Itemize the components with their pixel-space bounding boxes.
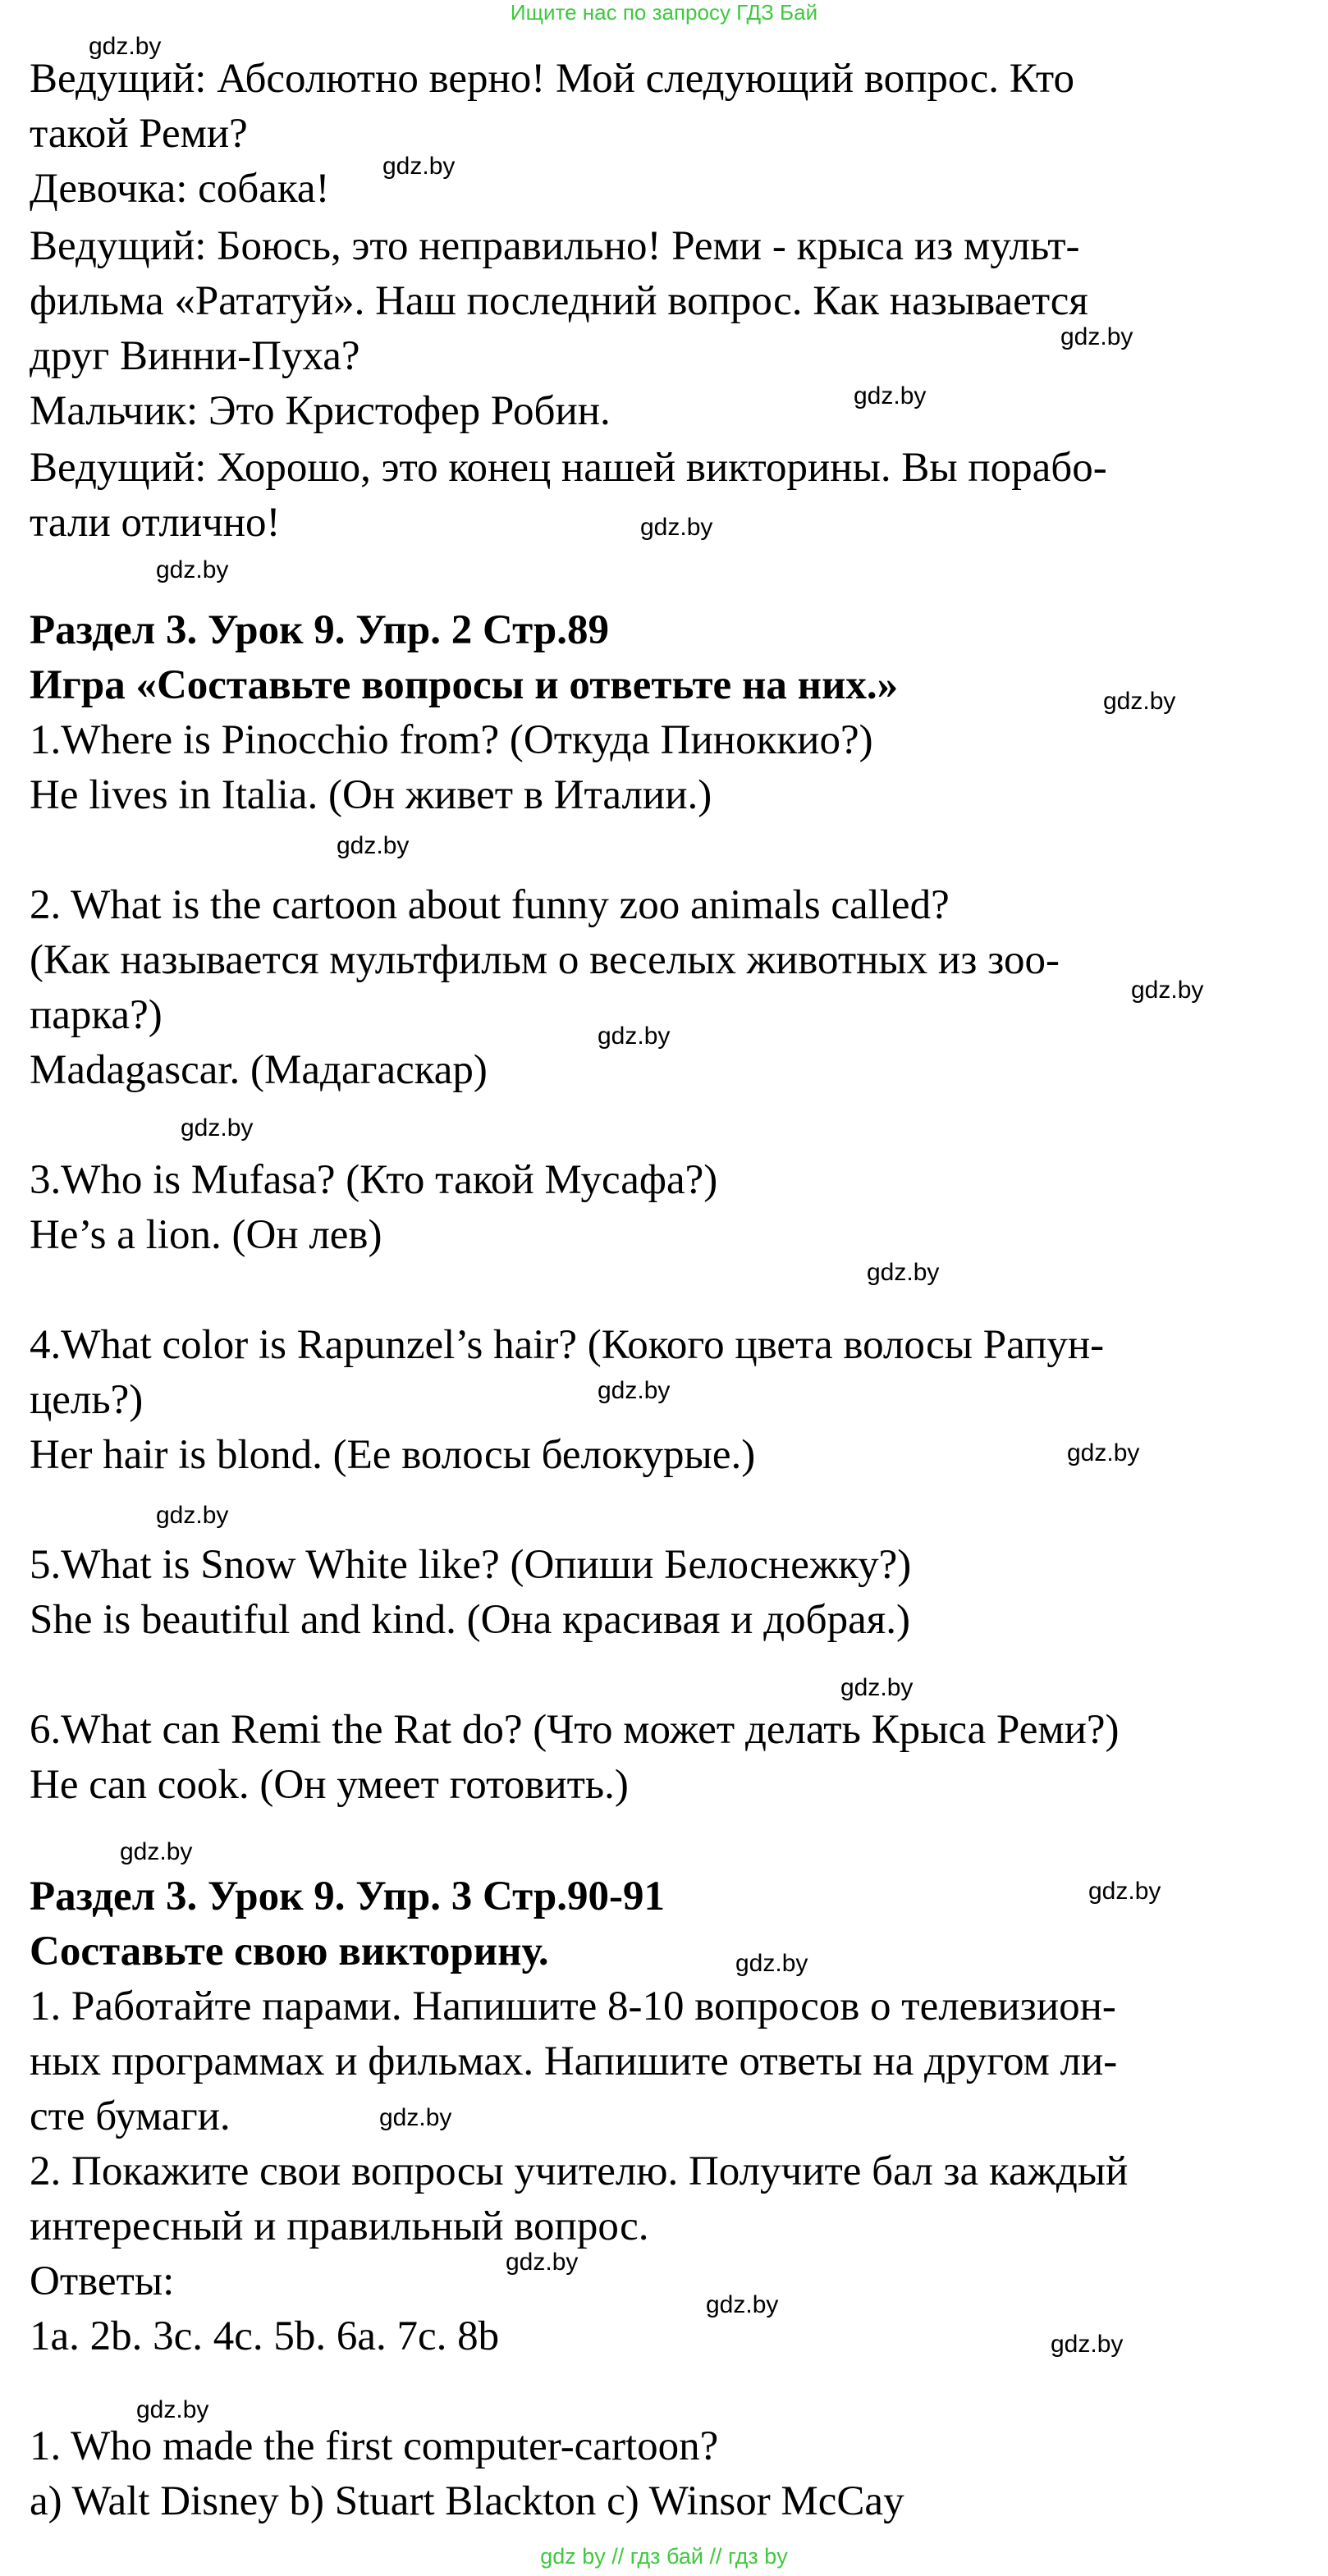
question-line: 4.What color is Rapunzel’s hair? (Кокого цвета волосы Рапун- <box>30 1322 1105 1368</box>
watermark: gdz.by <box>1088 1878 1161 1905</box>
watermark: gdz.by <box>706 2291 779 2318</box>
text-line: 1. Работайте парами. Напишите 8-10 вопросов о телевизион- <box>30 1983 1116 2029</box>
section-heading: Раздел 3. Урок 9. Упр. 3 Стр.90-91 <box>30 1874 665 1919</box>
watermark: gdz.by <box>156 1502 229 1529</box>
answer-line: Madagascar. (Мадагаскар) <box>30 1047 488 1093</box>
watermark: gdz.by <box>598 1023 671 1050</box>
watermark: gdz.by <box>337 832 410 859</box>
watermark: gdz.by <box>181 1114 254 1142</box>
text-line: такой Реми? <box>30 111 248 157</box>
watermark: gdz.by <box>640 514 713 541</box>
watermark: gdz.by <box>867 1259 940 1286</box>
watermark: gdz.by <box>854 382 927 410</box>
watermark: gdz.by <box>136 2396 209 2423</box>
watermark: gdz.by <box>1067 1439 1140 1466</box>
answer-line: Her hair is blond. (Ее волосы белокурые.) <box>30 1432 756 1478</box>
question-line: 6.What can Remi the Rat do? (Что может делать Крыса Реми?) <box>30 1707 1120 1753</box>
options-line: a) Walt Disney b) Stuart Blackton c) Winsor McCay <box>30 2478 904 2524</box>
watermark: gdz.by <box>1060 323 1133 350</box>
watermark: gdz.by <box>156 556 229 583</box>
text-line: сте бумаги. <box>30 2093 231 2139</box>
watermark: gdz.by <box>506 2249 579 2276</box>
answer-line: He lives in Italia. (Он живет в Италии.) <box>30 772 712 818</box>
watermark: gdz.by <box>120 1838 193 1865</box>
watermark: gdz.by <box>598 1377 671 1404</box>
section-subheading: Составьте свою викторину. <box>30 1929 549 1974</box>
question-line: парка?) <box>30 992 163 1038</box>
answers-label: Ответы: <box>30 2258 175 2304</box>
text-line: ных программах и фильмах. Напишите ответы на другом ли- <box>30 2038 1118 2084</box>
text-line: интересный и правильный вопрос. <box>30 2203 649 2249</box>
answer-line: He’s a lion. (Он лев) <box>30 1212 382 1258</box>
text-line: Ведущий: Абсолютно верно! Мой следующий вопрос. Кто <box>30 56 1074 102</box>
watermark: gdz.by <box>379 2104 452 2131</box>
answer-line: He can cook. (Он умеет готовить.) <box>30 1762 629 1808</box>
watermark: gdz.by <box>735 1950 808 1977</box>
text-line: тали отлично! <box>30 500 281 546</box>
watermark: gdz.by <box>1131 977 1204 1004</box>
question-line: цель?) <box>30 1377 144 1423</box>
question-line: 3.Who is Mufasa? (Кто такой Мусафа?) <box>30 1157 718 1203</box>
question-line: (Как называется мультфильм о веселых животных из зоо- <box>30 937 1060 983</box>
watermark: gdz.by <box>89 33 162 60</box>
watermark: gdz.by <box>1103 688 1176 715</box>
text-line: Ведущий: Хорошо, это конец нашей викторины. Вы порабо- <box>30 445 1107 491</box>
text-line: Мальчик: Это Кристофер Робин. <box>30 388 611 434</box>
top-banner[interactable]: Ищите нас по запросу ГДЗ Бай <box>510 0 818 25</box>
text-line: друг Винни-Пуха? <box>30 333 360 379</box>
question-line: 1.Where is Pinocchio from? (Откуда Пиноккио?) <box>30 717 873 763</box>
text-line: 2. Покажите свои вопросы учителю. Получите бал за каждый <box>30 2148 1129 2194</box>
question-line: 1. Who made the first computer-cartoon? <box>30 2423 719 2469</box>
text-line: фильма «Рататуй». Наш последний вопрос. Как называется <box>30 278 1088 324</box>
answer-line: She is beautiful and kind. (Она красивая и добрая.) <box>30 1597 910 1643</box>
answers-key: 1a. 2b. 3c. 4c. 5b. 6a. 7c. 8b <box>30 2313 500 2359</box>
text-line: Ведущий: Боюсь, это неправильно! Реми - крыса из мульт- <box>30 223 1080 269</box>
watermark: gdz.by <box>840 1674 914 1701</box>
watermark: gdz.by <box>1051 2331 1124 2358</box>
watermark: gdz.by <box>382 153 456 180</box>
footer-links[interactable]: gdz by // гдз бай // гдз by <box>540 2544 788 2569</box>
section-heading: Раздел 3. Урок 9. Упр. 2 Стр.89 <box>30 607 609 653</box>
text-line: Девочка: собака! <box>30 166 330 212</box>
question-line: 5.What is Snow White like? (Опиши Белоснежку?) <box>30 1542 912 1588</box>
section-subheading: Игра «Составьте вопросы и ответьте на них.» <box>30 662 899 708</box>
question-line: 2. What is the cartoon about funny zoo animals called? <box>30 882 950 928</box>
